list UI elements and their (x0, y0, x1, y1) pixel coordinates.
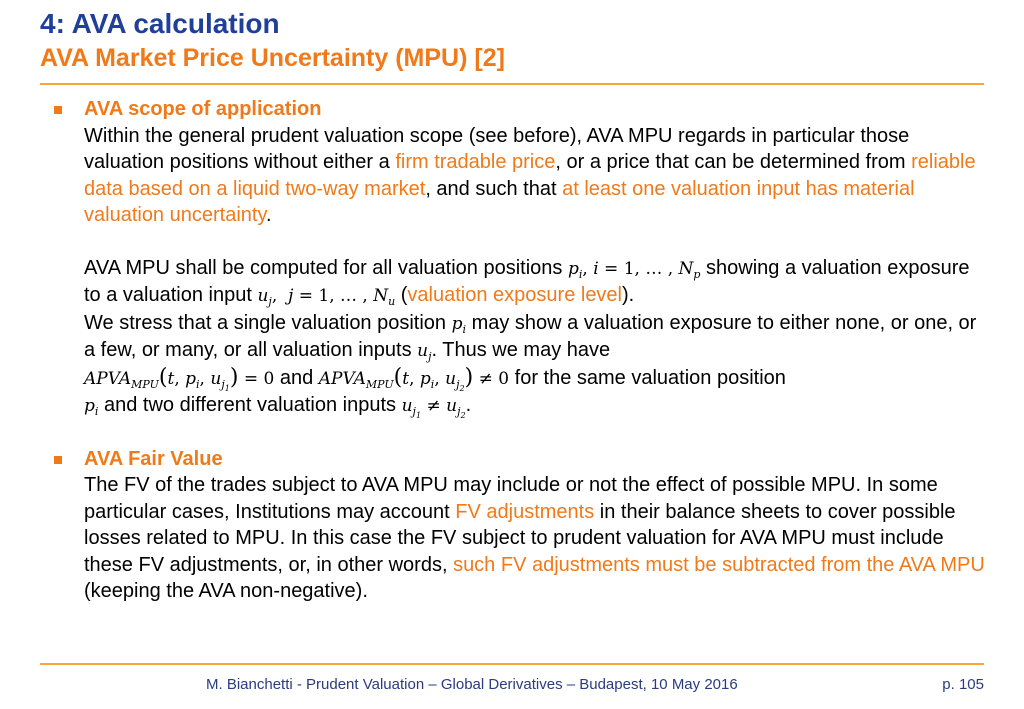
slide-subtitle: AVA Market Price Uncertainty (MPU) [2] (40, 44, 505, 72)
slide-title: 4: AVA calculation (40, 8, 280, 39)
footer-citation: M. Bianchetti - Prudent Valuation – Global Derivatives – Budapest, 10 May 2016 (206, 676, 738, 693)
slide-body (40, 96, 990, 605)
fv-heading: AVA Fair Value (84, 447, 223, 470)
footer-divider (40, 663, 984, 665)
scope-paragraph: Within the general prudent valuation scope (see before), AVA MPU regards in particular those valuation positions without either a firm tradable price, or a price that can be determined from reliable data based on a liquid two-way market, and such that at least one valuation input has material valuation uncertainty. (84, 124, 976, 226)
bullet-square-icon (54, 456, 62, 464)
scope-heading: AVA scope of application (84, 98, 322, 120)
bullet-scope (40, 96, 990, 420)
page-number: p. 105 (942, 676, 984, 693)
bullet-square-icon (54, 106, 62, 114)
bullet-fair-value (40, 446, 990, 605)
fv-paragraph: The FV of the trades subject to AVA MPU may include or not the effect of possible MPU. In some particular cases, Institutions may account FV adjustments in their balance sheets to cover possible losses related to MPU. In this case the FV subject to prudent valuation for AVA MPU must include these FV adjustments, or, in other words, such FV adjustments must be subtracted from the AVA MPU (keeping the AVA non-negative). (84, 474, 985, 602)
mpu-paragraph: AVA MPU shall be computed for all valuation positions $p_i$, i = 1, … , $N_p$ showing a valuation exposure to a valuation input $u_j$, j = 1, … , $N_u$ (valuation exposure level). We stress that a single valuation position $p_i$ may show a valuation exposure to either none, or one, or a few, or many, or all valuation inputs $u_j$. Thus we may have $APVA_{MPU}(t$, $p_i$, $u_{j_1}) = 0$ and $APVA_{MPU}(t$, $p_i$, $u_{j_2}) \ne 0$ for the same valuation position $p_i$ and two different valuation inputs $u_{j_1} \ne u_{j_2}$. (84, 256, 977, 420)
header-divider (40, 83, 984, 85)
